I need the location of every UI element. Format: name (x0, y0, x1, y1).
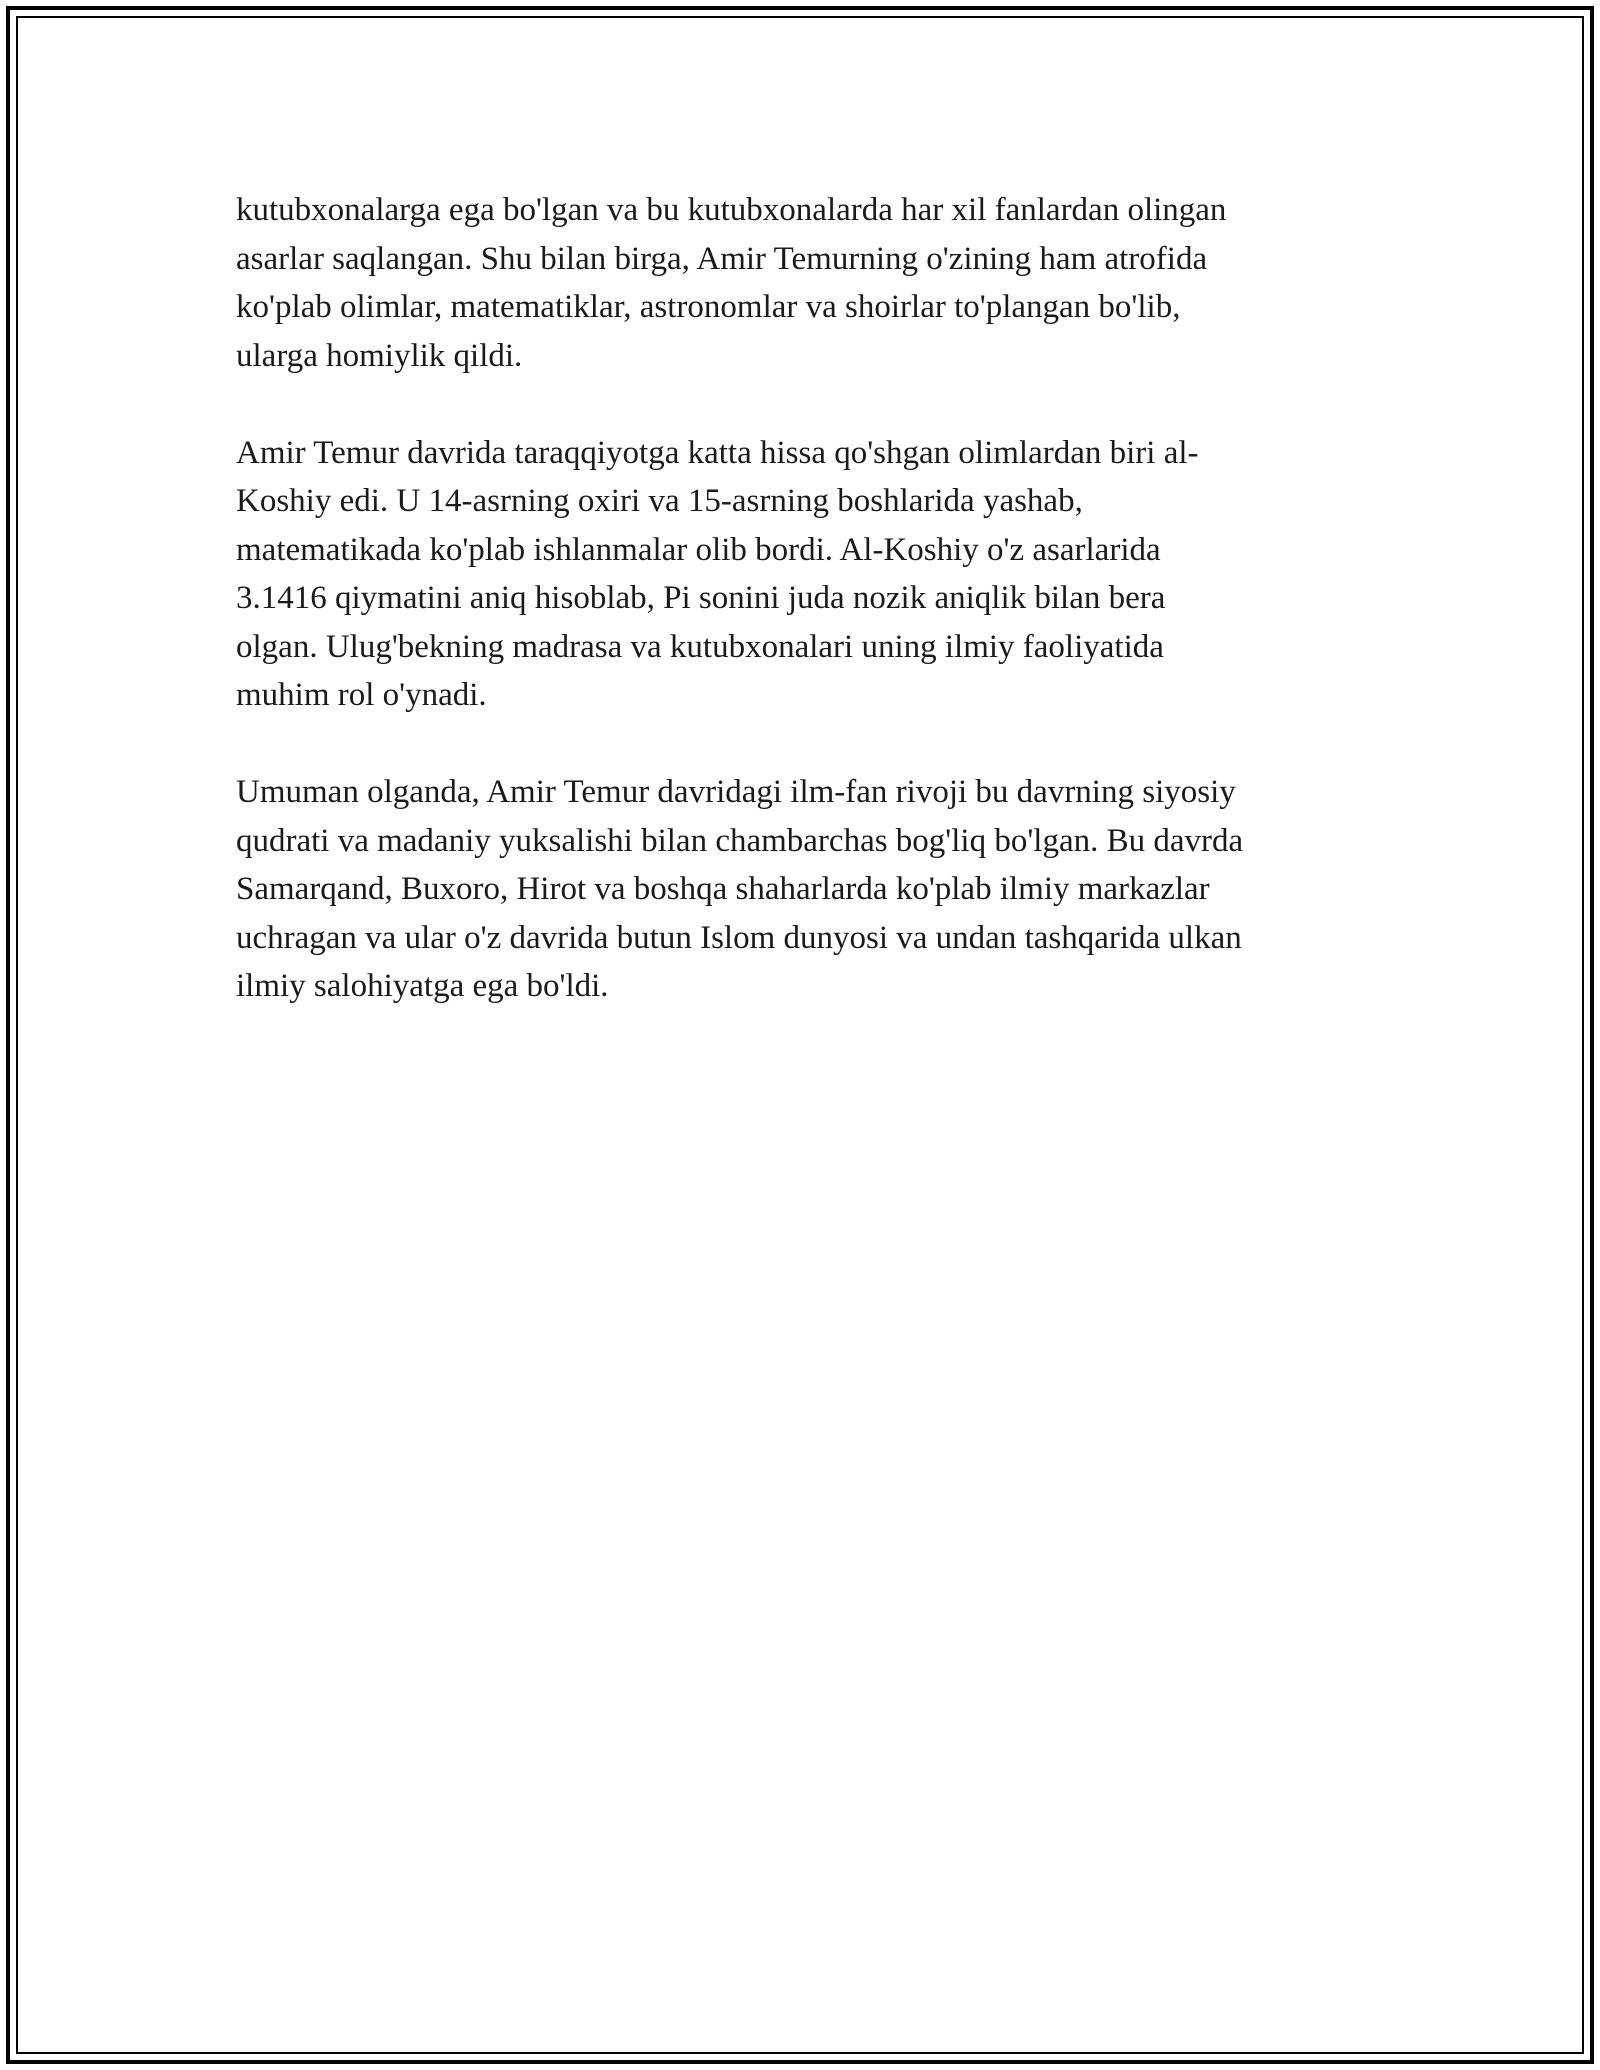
document-body (236, 186, 1366, 1059)
paragraph-3: Umuman olganda, Amir Temur davridagi ilm-fan rivoji bu davrning siyosiy qudrati va madaniy yuksalishi bilan chambarchas bog'liq bo'lgan. Bu davrda Samarqand, Buxoro, Hirot va boshqa shaharlarda ko'plab ilmiy markazlar uchragan va ular o'z davrida butun Islom dunyosi va undan tashqarida ulkan ilmiy salohiyatga ega bo'ldi. (236, 774, 1244, 1004)
paragraph-1: kutubxonalarga ega bo'lgan va bu kutubxonalarda har xil fanlardan olingan asarlar saqlangan. Shu bilan birga, Amir Temurning o'zining ham atrofida ko'plab olimlar, matematiklar, astronomlar va shoirlar to'plangan bo'lib, ularga homiylik qildi. (236, 192, 1227, 374)
paragraph-2: Amir Temur davrida taraqqiyotga katta hissa qo'shgan olimlardan biri al- Koshiy edi. U 14-asrning oxiri va 15-asrning boshlarida yashab, matematikada ko'plab ishlanmalar olib bordi. Al-Koshiy o'z asarlarida 3.1416 qiymatini aniq hisoblab, Pi sonini juda nozik aniqlik bilan bera olgan. Ulug'bekning madrasa va kutubxonalari uning ilmiy faoliyatida muhim rol o'ynadi. (236, 434, 1199, 713)
